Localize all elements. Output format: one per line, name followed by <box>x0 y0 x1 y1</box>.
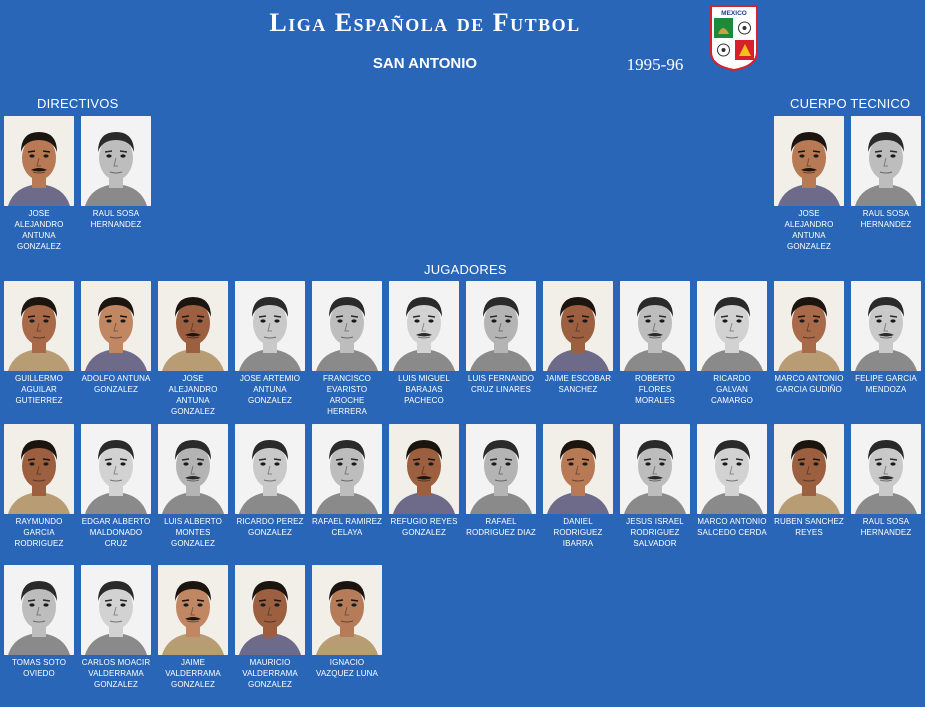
person-name: RAFAEL RAMIREZ CELAYA <box>312 517 383 537</box>
portrait-photo <box>697 424 767 514</box>
jugadores-card <box>466 424 536 538</box>
portrait-photo <box>4 281 74 371</box>
jugadores-card <box>851 424 921 538</box>
person-name: JOSE ALEJANDRO ANTUNA GONZALEZ <box>14 209 64 251</box>
person-name: JESUS ISRAEL RODRIGUEZ SALVADOR <box>626 517 684 548</box>
jugadores-card <box>466 281 536 395</box>
jugadores-card <box>697 424 767 538</box>
portrait-photo <box>235 281 305 371</box>
portrait-photo <box>158 281 228 371</box>
portrait-photo <box>81 281 151 371</box>
jugadores-card <box>774 281 844 395</box>
person-name: RAFAEL RODRIGUEZ DIAZ <box>466 517 536 537</box>
jugadores-card <box>81 424 151 549</box>
portrait-photo <box>620 281 690 371</box>
person-name: JAIME VALDERRAMA GONZALEZ <box>165 658 221 689</box>
person-name: RAYMUNDO GARCIA RODRIGUEZ <box>14 517 64 548</box>
person-name: RICARDO GALVAN CAMARGO <box>710 374 754 405</box>
jugadores-card <box>620 281 690 406</box>
mexico-crest-logo <box>709 4 759 72</box>
crest-icon <box>709 4 759 72</box>
jugadores-card <box>158 281 228 417</box>
jugadores-heading: JUGADORES <box>424 262 507 277</box>
portrait-photo <box>158 565 228 655</box>
person-name: JOSE ALEJANDRO ANTUNA GONZALEZ <box>784 209 834 251</box>
cuerpo_tecnico-card <box>774 116 844 252</box>
person-name: JOSE ARTEMIO ANTUNA GONZALEZ <box>239 374 301 405</box>
portrait-photo <box>697 281 767 371</box>
portrait-photo <box>774 116 844 206</box>
person-name: IGNACIO VAZQUEZ LUNA <box>316 658 378 678</box>
jugadores-card <box>851 281 921 395</box>
jugadores-card <box>81 565 151 690</box>
jugadores-card <box>4 565 74 679</box>
jugadores-card <box>389 281 459 406</box>
portrait-photo <box>620 424 690 514</box>
portrait-photo <box>312 281 382 371</box>
portrait-photo <box>4 565 74 655</box>
portrait-photo <box>466 281 536 371</box>
page-title: Liga Española de Futbol <box>269 8 581 37</box>
directivos-card <box>4 116 74 252</box>
person-name: FELIPE GARCIA MENDOZA <box>855 374 917 394</box>
jugadores-card <box>312 281 382 417</box>
jugadores-card <box>158 424 228 549</box>
person-name: REFUGIO REYES GONZALEZ <box>390 517 458 537</box>
portrait-photo <box>851 116 921 206</box>
directivos-card <box>81 116 151 230</box>
portrait-photo <box>81 424 151 514</box>
person-name: RICARDO PEREZ GONZALEZ <box>236 517 304 537</box>
portrait-photo <box>543 424 613 514</box>
portrait-photo <box>235 424 305 514</box>
person-name: GUILLERMO AGUILAR GUTIERREZ <box>14 374 64 405</box>
jugadores-card <box>312 565 382 679</box>
jugadores-card <box>543 424 613 549</box>
person-name: LUIS MIGUEL BARAJAS PACHECO <box>398 374 450 405</box>
person-name: TOMAS SOTO OVIEDO <box>11 658 67 678</box>
person-name: EDGAR ALBERTO MALDONADO CRUZ <box>81 517 151 548</box>
person-name: MARCO ANTONIO SALCEDO CERDA <box>697 517 767 537</box>
person-name: JAIME ESCOBAR SANCHEZ <box>544 374 612 394</box>
portrait-photo <box>4 116 74 206</box>
jugadores-card <box>235 565 305 690</box>
person-name: JOSE ALEJANDRO ANTUNA GONZALEZ <box>168 374 218 416</box>
person-name: MAURICIO VALDERRAMA GONZALEZ <box>242 658 298 689</box>
person-name: LUIS FERNANDO CRUZ LINARES <box>467 374 535 394</box>
portrait-photo <box>543 281 613 371</box>
portrait-photo <box>389 281 459 371</box>
jugadores-card <box>620 424 690 549</box>
portrait-photo <box>774 424 844 514</box>
person-name: RAUL SOSA HERNANDEZ <box>90 209 142 229</box>
jugadores-card <box>4 281 74 406</box>
person-name: ADOLFO ANTUNA GONZALEZ <box>81 374 151 394</box>
portrait-photo <box>851 281 921 371</box>
logo-text: MEXICO <box>721 10 747 17</box>
person-name: LUIS ALBERTO MONTES GONZALEZ <box>164 517 222 548</box>
portrait-photo <box>4 424 74 514</box>
jugadores-card <box>774 424 844 538</box>
person-name: ROBERTO FLORES MORALES <box>635 374 675 405</box>
jugadores-card <box>697 281 767 406</box>
directivos-heading: DIRECTIVOS <box>37 96 119 111</box>
cuerpo-tecnico-heading: CUERPO TECNICO <box>790 96 911 111</box>
jugadores-card <box>4 424 74 549</box>
portrait-photo <box>389 424 459 514</box>
jugadores-card <box>235 424 305 538</box>
person-name: RAUL SOSA HERNANDEZ <box>860 517 912 537</box>
person-name: DANIEL RODRIGUEZ IBARRA <box>553 517 603 548</box>
jugadores-card <box>389 424 459 538</box>
team-name: SAN ANTONIO <box>372 55 478 72</box>
portrait-photo <box>235 565 305 655</box>
portrait-photo <box>312 424 382 514</box>
person-name: MARCO ANTONIO GARCIA GUDIÑO <box>774 374 844 394</box>
season-label: 1995-96 <box>626 55 684 74</box>
jugadores-card <box>543 281 613 395</box>
jugadores-card <box>312 424 382 538</box>
person-name: FRANCISCO EVARISTO AROCHE HERRERA <box>322 374 371 416</box>
portrait-photo <box>158 424 228 514</box>
jugadores-card <box>158 565 228 690</box>
cuerpo_tecnico-card <box>851 116 921 230</box>
portrait-photo <box>466 424 536 514</box>
person-name: RAUL SOSA HERNANDEZ <box>860 209 912 229</box>
portrait-photo <box>81 565 151 655</box>
person-name: RUBEN SANCHEZ REYES <box>774 517 844 537</box>
portrait-photo <box>312 565 382 655</box>
portrait-photo <box>81 116 151 206</box>
portrait-photo <box>774 281 844 371</box>
person-name: CARLOS MOACIR VALDERRAMA GONZALEZ <box>81 658 151 689</box>
portrait-photo <box>851 424 921 514</box>
jugadores-card <box>235 281 305 406</box>
jugadores-card <box>81 281 151 395</box>
